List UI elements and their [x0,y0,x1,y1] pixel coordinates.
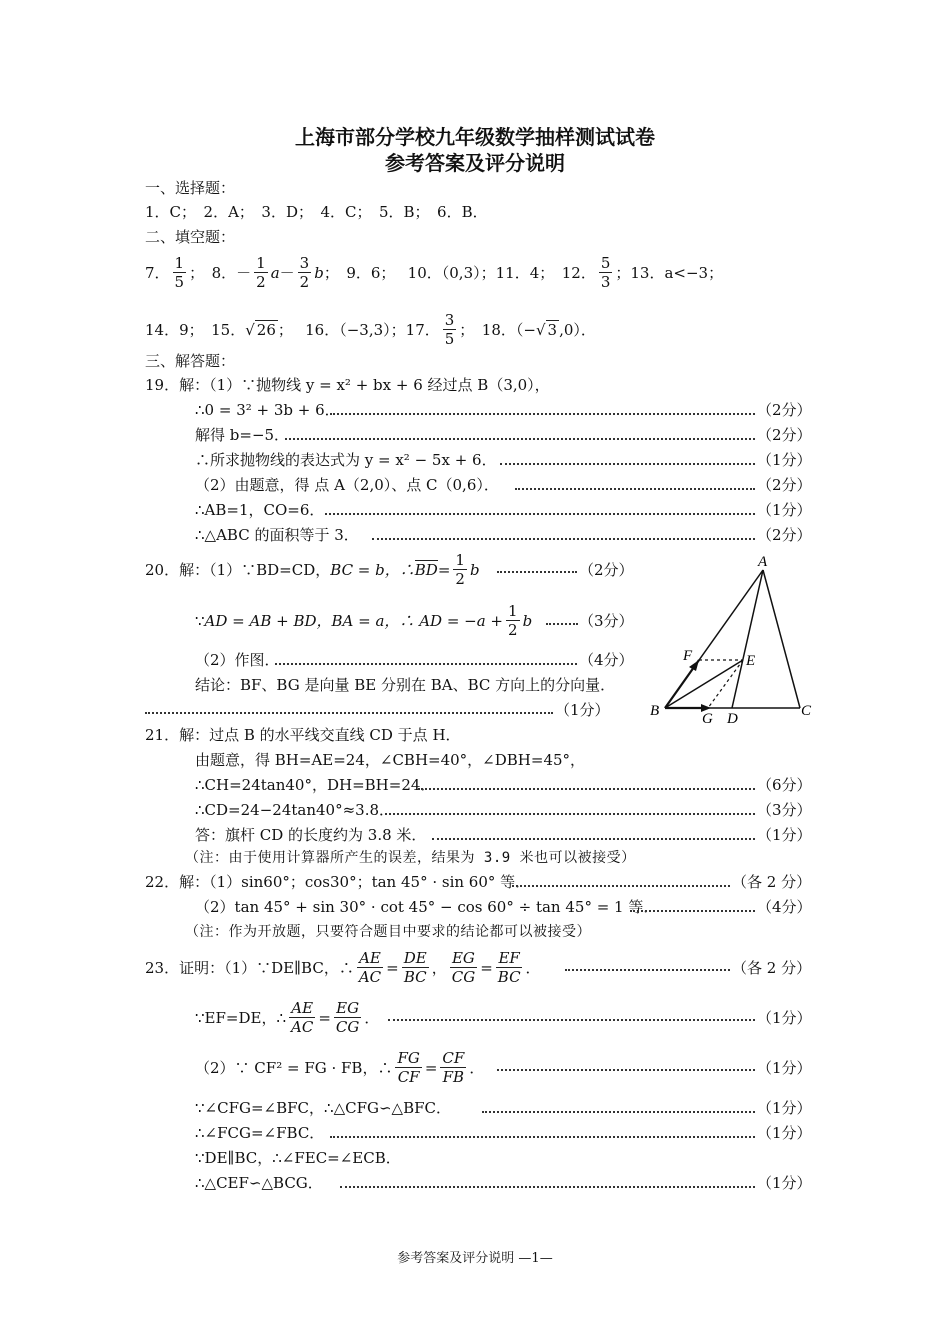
leader-dots [388,1019,755,1021]
score: （2分） [579,561,634,579]
score: （2分） [757,476,812,494]
equals-sign: = [318,1008,331,1027]
answer-18-radicand: 3 [547,321,558,339]
q23-fraction-ae-ac [357,949,383,986]
q21-line5: 答：旗杆 CD 的长度约为 3.8 米． [195,826,427,844]
fraction-numerator: 1 [455,551,465,569]
leader-dots [565,969,730,971]
q23-line6: ∵DE∥BC，∴∠FEC=∠ECB． [195,1149,401,1167]
period: ． [525,959,541,977]
leader-dots [340,1186,755,1188]
leader-dots [325,513,755,515]
period: ． [364,1009,380,1027]
answers-9-12: ； 9．6； 10．（0,3）；11．4； 12． [323,264,596,282]
choice-heading: 一、选择题： [145,179,236,197]
answer-8-fraction-2 [298,254,312,291]
q21-note: （注：由于使用计算器所产生的误差，结果为 3.9 米也可以被接受） [185,850,636,866]
equals-sign: = [424,1058,438,1077]
q19-line2: ∴0 = 3² + 3b + 6． [195,401,340,419]
fraction-denominator: CG [451,968,476,986]
leader-dots [432,838,755,840]
leader-dots [372,538,755,540]
q20-fraction-2 [506,602,520,639]
score: （1分） [757,1099,812,1117]
label-a: A [758,554,768,570]
score: （2分） [757,401,812,419]
q19-line1: 19．解：（1）∵抛物线 y = x² + bx + 6 经过点 B（3,0）， [145,376,550,394]
solve-heading: 三、解答题： [145,352,236,370]
vector-a: a [270,263,280,282]
score: （1分） [757,1124,812,1142]
q22-note: （注：作为开放题，只要符合题目中要求的结论都可以被接受） [185,924,591,940]
leader-dots [500,463,755,465]
q19-line5: （2）由题意，得 点 A（2,0）、点 C（0,6）． [195,476,499,494]
answer-15-radicand: 26 [256,321,276,339]
score: （1分） [757,1059,812,1077]
q23-line5: ∴∠FCG=∠FBC． [195,1124,325,1142]
equals-sign: = [437,560,451,579]
fraction-denominator: 2 [256,273,266,291]
minus-sign: － [279,264,295,282]
fraction-numerator: 1 [174,254,185,272]
q23-line7: ∴△CEF∽△BCG． [195,1174,323,1192]
answer-7-fraction [173,254,187,291]
score: （4分） [757,898,812,916]
answer-7-label: 7． [145,264,170,282]
label-g: G [702,711,713,727]
equals-sign: = [480,958,493,977]
answer-18-pre: ； 18．（− [459,321,536,339]
fraction-denominator: BC [497,968,521,986]
q20-line1 [145,551,480,588]
q23-line1-pre: 23．证明：（1）∵DE∥BC，∴ [145,959,354,977]
fraction-denominator: 3 [600,273,611,291]
fraction-numerator: 5 [600,254,611,272]
period: ． [469,1059,485,1077]
q23-line3-pre: （2）∵ CF² = FG · FB，∴ [195,1059,393,1077]
score: （1分） [757,1009,812,1027]
score: （1分） [757,451,812,469]
fraction-numerator: DE [403,949,427,967]
q20-line2 [195,602,532,639]
page-subtitle: 参考答案及评分说明 [385,151,565,175]
fill-answers-row2 [145,311,596,348]
fraction-numerator: AE [359,949,381,967]
score: （2分） [757,526,812,544]
leader-dots [497,1069,755,1071]
q20-line1-pre: 20．解：（1）∵BD=CD， [145,561,331,579]
fraction-numerator: 1 [508,602,518,620]
q21-line3: ∴CH=24tan40°，DH=BH=24． [195,776,436,794]
q19-line6: ∴AB=1，CO=6． [195,501,325,519]
answer-17-fraction [443,311,457,348]
label-f: F [683,648,693,664]
answer-13: ；13．a<−3； [615,264,724,282]
fraction-numerator: 3 [444,311,455,329]
leader-dots [285,438,755,440]
fraction-denominator: CG [335,1018,360,1036]
equals-sign: = [386,958,399,977]
score: （3分） [579,612,634,630]
q23-fraction-ae-ac [289,999,315,1036]
q19-line7: ∴△ABC 的面积等于 3． [195,526,359,544]
vector-b: b [522,611,533,630]
vector-b: b [314,263,324,282]
q23-fraction-fg-cf [395,1049,421,1086]
q23-line1 [145,949,541,986]
q23-fraction-ef-bc [496,949,523,986]
label-c: C [801,703,812,719]
q23-line2-pre: ∵EF=DE，∴ [195,1009,286,1027]
q21-line1: 21．解：过点 B 的水平线交直线 CD 于点 H． [145,726,461,744]
answer-12-fraction [599,254,613,291]
fraction-numerator: FG [397,1049,420,1067]
leader-dots [145,712,553,714]
answers-16-17: ； 16．（−3,3）；17． [277,321,440,339]
q20-line2-eq: AD = AB + BD，BA = a，∴ AD = −a + [204,612,504,630]
q23-fraction-eg-cg [450,949,477,986]
fraction-denominator: 2 [299,273,310,291]
answer-8-label: ； 8．－ [189,264,252,282]
leader-dots [385,813,755,815]
fraction-denominator: AC [358,968,382,986]
fraction-numerator: 3 [299,254,310,272]
leader-dots [330,1136,755,1138]
fraction-numerator: 1 [256,254,266,272]
sqrt-sign: √ [535,320,546,339]
answers-14-15: 14．9； 15． [145,321,246,339]
score: （1分） [757,1174,812,1192]
fraction-denominator: 5 [174,273,185,291]
q23-line3 [195,1049,484,1086]
label-b: B [650,703,660,719]
because-sign: ∵ [195,611,205,630]
q20-line4: 结论：BF、BG 是向量 BE 分别在 BA、BC 方向上的分向量． [195,676,616,694]
q23-fraction-cf-fb [440,1049,466,1086]
sqrt-sign: √ [245,320,255,339]
fill-answers-row1 [145,254,723,291]
leader-dots [546,623,578,625]
comma: ， [431,959,447,977]
leader-dots [497,571,577,573]
q22-line2: （2）tan 45° + sin 30° · cot 45° − cos 60° ÷ tan 45° = 1 等． [195,898,659,916]
score: （各 2 分） [732,959,812,977]
q23-fraction-eg-cg [334,999,361,1036]
leader-dots [630,910,755,912]
q20-line3: （2）作图． [195,651,280,669]
answer-18-post: ,0）． [559,321,596,339]
fraction-denominator: 2 [508,621,518,639]
vector-b: b [469,560,480,579]
q22-line1: 22．解：（1）sin60°；cos30°；tan 45° · sin 60° 等． [145,873,531,891]
leader-dots [330,413,755,415]
vector-bd: BD [414,561,438,579]
fill-heading: 二、填空题： [145,228,236,246]
score: （6分） [757,776,812,794]
q21-line4: ∴CD=24−24tan40°≈3.8． [195,801,394,819]
q21-line2: 由题意，得 BH=AE=24，∠CBH=40°，∠DBH=45°， [195,751,586,769]
triangle-figure [645,548,820,728]
fraction-denominator: FB [442,1068,465,1086]
fraction-denominator: 2 [455,570,465,588]
score: （1分） [757,826,812,844]
q20-line1-mid: BC = b，∴ [330,561,415,579]
leader-dots [515,488,755,490]
fraction-denominator: 5 [444,330,455,348]
segment-ac [763,570,800,708]
fraction-numerator: EG [451,949,475,967]
q23-fraction-de-bc [402,949,429,986]
fraction-numerator: CF [442,1049,465,1067]
answer-8-fraction-1 [254,254,268,291]
leader-dots [482,1111,755,1113]
q23-line4: ∵∠CFG=∠BFC，∴△CFG∽△BFC． [195,1099,451,1117]
leader-dots [418,788,755,790]
score: （4分） [579,651,634,669]
fraction-numerator: EF [498,949,520,967]
fraction-numerator: AE [291,999,314,1017]
segment-be [665,660,743,708]
q19-line4: ∴所求抛物线的表达式为 y = x² − 5x + 6． [195,451,497,469]
score: （1分） [555,701,610,719]
q19-line3: 解得 b=−5． [195,426,290,444]
fraction-denominator: BC [403,968,427,986]
page-title: 上海市部分学校九年级数学抽样测试试卷 [295,125,655,149]
page-footer: 参考答案及评分说明 —1— [397,1251,553,1266]
leader-dots [512,885,730,887]
score: （3分） [757,801,812,819]
q23-line2 [195,999,379,1036]
leader-dots [275,663,577,665]
fraction-numerator: EG [336,999,360,1017]
fraction-denominator: CF [397,1068,420,1086]
score: （2分） [757,426,812,444]
label-d: D [727,711,738,727]
q20-fraction [453,551,467,588]
fraction-denominator: AC [291,1018,314,1036]
score: （1分） [757,501,812,519]
score: （各 2 分） [732,873,812,891]
label-e: E [746,653,756,669]
choice-answers: 1．C； 2．A； 3．D； 4．C； 5．B； 6．B． [145,203,488,221]
